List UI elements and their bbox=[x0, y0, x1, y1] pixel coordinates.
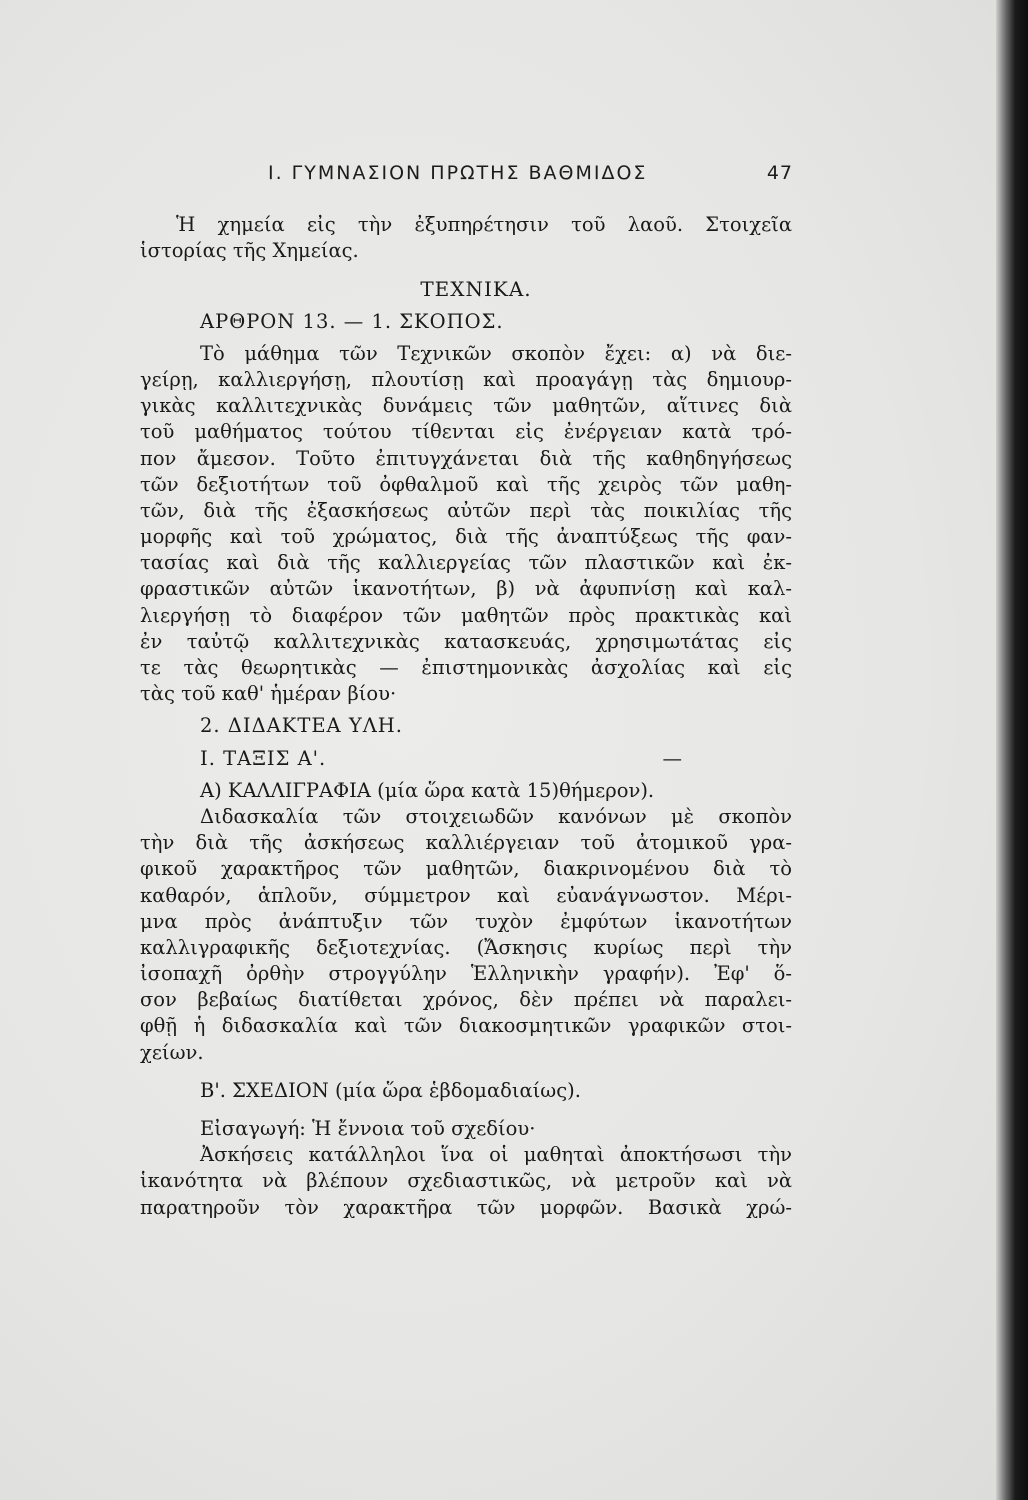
text-line: τε τὰς θεωρητικὰς — ἐπιστημονικὰς ἀσχολίας καὶ εἰς bbox=[140, 656, 792, 679]
class-heading-row bbox=[140, 746, 792, 772]
text-line: μορφῆς καὶ τοῦ χρώματος, διὰ τῆς ἀναπτύξεως τῆς φαν- bbox=[140, 525, 792, 549]
text-line: σον βεβαίως διατίθεται χρόνος, δὲν πρέπει νὰ παραλει- bbox=[140, 988, 792, 1012]
text-line: παρατηροῦν τὸν χαρακτῆρα τῶν μορφῶν. Βασικὰ χρώ- bbox=[140, 1195, 792, 1219]
page-number: 47 bbox=[766, 162, 793, 184]
calligraphy-heading: Α) ΚΑΛΛΙΓΡΑΦΙΑ (μία ὥρα κατὰ 15)θήμερον). bbox=[200, 778, 655, 802]
text-line: ἰσοπαχῆ ὀρθὴν στρογγύλην Ἑλληνικὴν γραφήν). Ἐφ' ὅ- bbox=[140, 962, 792, 986]
drawing-heading: Β'. ΣΧΕΔΙΟΝ (μία ὥρα ἑβδομαδιαίως). bbox=[200, 1078, 581, 1102]
text-line: Ἡ χημεία εἰς τὴν ἐξυπηρέτησιν τοῦ λαοῦ. Στοιχεῖα bbox=[176, 213, 792, 236]
text-line: φικοῦ χαρακτῆρος τῶν μαθητῶν, διακρινομένου διὰ τὸ bbox=[140, 857, 792, 881]
class-heading: Ι. ΤΑΞΙΣ Α'. bbox=[200, 746, 327, 770]
text-line: τασίας καὶ διὰ τῆς καλλιεργείας τῶν πλαστικῶν καὶ ἐκ- bbox=[140, 551, 792, 575]
text-line: λιεργήσῃ τὸ διαφέρον τῶν μαθητῶν πρὸς πρακτικὰς καὶ bbox=[140, 603, 792, 627]
text-line: Διδασκαλία τῶν στοιχειωδῶν κανόνων μὲ σκοπὸν bbox=[200, 804, 792, 828]
text-line: Τὸ μάθημα τῶν Τεχνικῶν σκοπὸν ἔχει: α) νὰ διε- bbox=[200, 341, 792, 365]
subsection-heading: 2. ΔΙΔΑΚΤΕΑ ΥΛΗ. bbox=[200, 714, 404, 738]
dash-mark: — bbox=[662, 746, 682, 770]
running-head-title: Ι. ΓΥΜΝΑΣΙΟΝ ΠΡΩΤΗΣ ΒΑΘΜΙΔΟΣ bbox=[268, 162, 648, 184]
text-line: μνα πρὸς ἀνάπτυξιν τῶν τυχὸν ἐμφύτων ἱκανοτήτων bbox=[140, 909, 792, 933]
text-line: τῶν, διὰ τῆς ἐξασκήσεως αὐτῶν περὶ τὰς ποικιλίας τῆς bbox=[140, 498, 792, 522]
text-line: τὰς τοῦ καθ' ἡμέραν βίου· bbox=[140, 682, 397, 706]
introduction-line: Εἰσαγωγή: Ἡ ἔννοια τοῦ σχεδίου· bbox=[200, 1117, 536, 1140]
body-text bbox=[140, 212, 792, 1221]
text-line: φθῇ ἡ διδασκαλία καὶ τῶν διακοσμητικῶν γραφικῶν στοι- bbox=[140, 1014, 792, 1038]
text-line: τῶν δεξιοτήτων τοῦ ὀφθαλμοῦ καὶ τῆς χειρὸς τῶν μαθη- bbox=[140, 472, 792, 496]
text-line: γείρῃ, καλλιεργήσῃ, πλουτίσῃ καὶ προαγάγῃ τὰς δημιουρ- bbox=[140, 367, 792, 391]
text-line: ἐν ταὐτῷ καλλιτεχνικὰς κατασκευάς, χρησιμωτάτας εἰς bbox=[140, 629, 792, 653]
text-line: τὴν διὰ τῆς ἀσκήσεως καλλιέργειαν τοῦ ἀτομικοῦ γρα- bbox=[140, 831, 792, 855]
text-line: Ἀσκήσεις κατάλληλοι ἵνα οἱ μαθηταὶ ἀποκτήσωσι τὴν bbox=[200, 1143, 792, 1167]
section-heading: ΤΕΧΝΙΚΑ. bbox=[420, 277, 532, 302]
text-line: χείων. bbox=[140, 1040, 204, 1064]
page-edge-shadow bbox=[996, 0, 1028, 1500]
text-line: καλλιγραφικῆς δεξιοτεχνίας. (Ἄσκησις κυρίως περὶ τὴν bbox=[140, 935, 792, 959]
text-line: πον ἄμεσον. Τοῦτο ἐπιτυγχάνεται διὰ τῆς καθηδηγήσεως bbox=[140, 446, 792, 470]
article-heading: ΑΡΘΡΟΝ 13. — 1. ΣΚΟΠΟΣ. bbox=[200, 309, 504, 333]
text-line: ἱστορίας τῆς Χημείας. bbox=[140, 239, 359, 263]
text-line: καθαρόν, ἁπλοῦν, σύμμετρον καὶ εὐανάγνωστον. Μέρι- bbox=[140, 883, 792, 907]
text-line: ἱκανότητα νὰ βλέπουν σχεδιαστικῶς, νὰ μετροῦν καὶ νὰ bbox=[140, 1169, 792, 1193]
text-line: φραστικῶν αὐτῶν ἱκανοτήτων, β) νὰ ἀφυπνίσῃ καὶ καλ- bbox=[140, 577, 792, 601]
text-line: γικὰς καλλιτεχνικὰς δυνάμεις τῶν μαθητῶν, αἵτινες διὰ bbox=[140, 394, 792, 418]
text-line: τοῦ μαθήματος τούτου τίθενται εἰς ἐνέργειαν κατὰ τρό- bbox=[140, 420, 792, 444]
